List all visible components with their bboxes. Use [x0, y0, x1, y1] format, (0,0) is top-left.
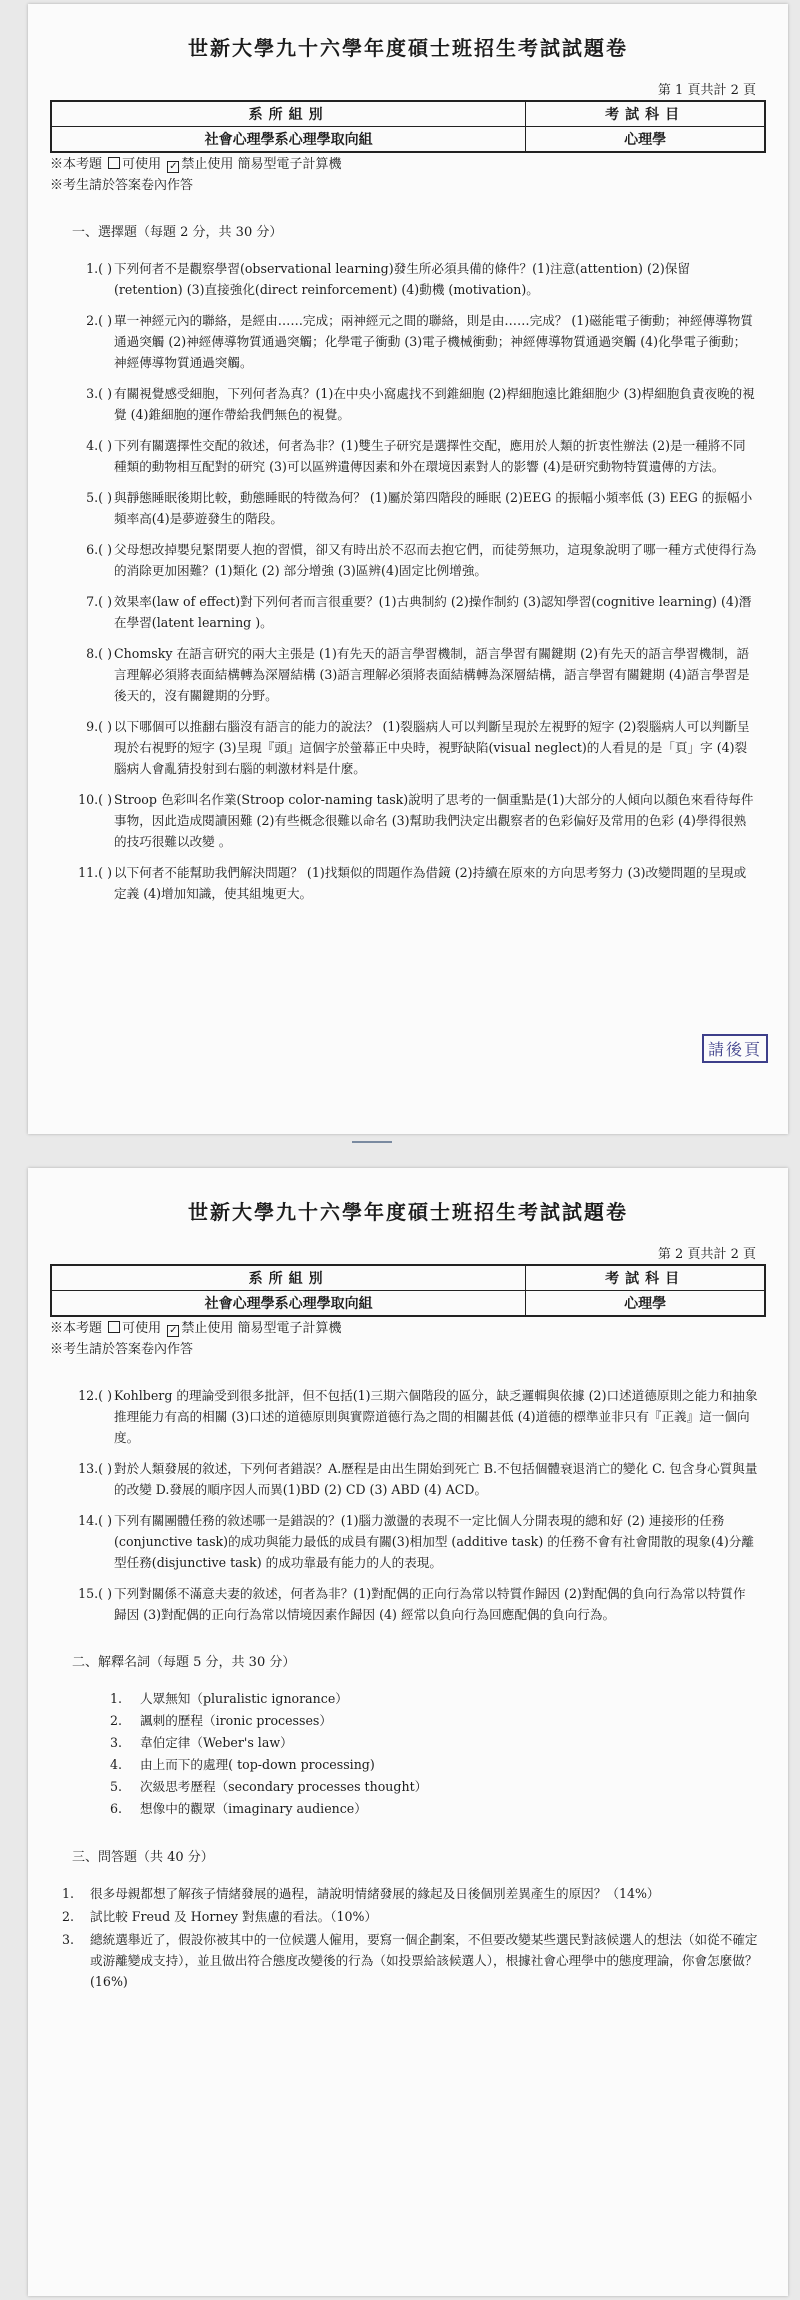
question-item-text: 以下何者不能幫助我們解決問題？ (1)找類似的問題作為借鏡 (2)持續在原來的方向思考努力 (3)改變問題的呈現或定義 (4)增加知識，使其組塊更大。	[114, 865, 747, 901]
term-item-number: 5.	[110, 1779, 123, 1794]
question-item-number: 12.( )	[78, 1388, 112, 1403]
term-item	[110, 1710, 766, 1732]
term-item	[110, 1688, 766, 1710]
essay-item	[62, 1906, 766, 1927]
term-item-text: 人眾無知（pluralistic ignorance）	[140, 1691, 348, 1706]
calc-option-forbidden: 禁止使用	[181, 157, 234, 172]
question-item	[50, 591, 766, 633]
dept-value: 社會心理學系心理學取向組	[51, 1291, 526, 1317]
term-item-number: 4.	[110, 1757, 123, 1772]
calc-option-allowed: 可使用	[122, 157, 162, 172]
question-item-text: 父母想改掉嬰兒緊閉要人抱的習慣，卻又有時出於不忍而去抱它們，而徒勞無功，這現象說明了哪一種方式使得行為的消除更加困難？(1)類化 (2) 部分增強 (3)區辨(4)固定比例增強。	[114, 542, 757, 578]
question-item-text: 有關視覺感受細胞，下列何者為真？(1)在中央小窩處找不到錐細胞 (2)桿細胞遠比錐細胞少 (3)桿細胞負責夜晚的視覺 (4)錐細胞的運作帶給我們無色的視覺。	[114, 386, 755, 422]
term-item-text: 由上而下的處理( top-down processing)	[140, 1757, 375, 1772]
calc-note-prefix: ※本考題	[50, 157, 103, 172]
term-item	[110, 1798, 766, 1820]
question-item	[50, 310, 766, 373]
question-item-number: 13.( )	[78, 1461, 112, 1476]
question-item	[50, 1385, 766, 1448]
question-item-text: 下列何者不是觀察學習(observational learning)發生所必須具備的條件？(1)注意(attention) (2)保留(retention) (3)直接強化(direct reinforcement) (4)動機 (motivation)。	[114, 261, 690, 297]
exam-header-table	[50, 1264, 766, 1317]
question-item	[50, 643, 766, 706]
subject-column-header: 考試科目	[526, 101, 765, 127]
exam-header-table	[50, 100, 766, 153]
continue-stamp: 請後頁	[702, 1034, 768, 1063]
question-item-number: 1.( )	[86, 261, 112, 276]
term-item-text: 想像中的觀眾（imaginary audience）	[140, 1801, 367, 1816]
question-item-number: 3.( )	[86, 386, 112, 401]
question-item-number: 2.( )	[86, 313, 112, 328]
essay-item-text: 試比較 Freud 及 Horney 對焦慮的看法。（10%）	[90, 1909, 378, 1924]
term-item-number: 2.	[110, 1713, 123, 1728]
essay-item-number: 3.	[62, 1932, 75, 1947]
question-item-text: 下列有關選擇性交配的敘述，何者為非？(1)雙生子研究是選擇性交配，應用於人類的折衷性辦法 (2)是一種將不同種類的動物相互配對的研究 (3)可以區辨遺傳因素和外在環境因素對人的影響 (4)是研究動物特質遺傳的方法。	[114, 438, 746, 474]
empty-checkbox-icon	[108, 157, 120, 169]
empty-checkbox-icon	[108, 1321, 120, 1333]
question-item-number: 10.( )	[78, 792, 112, 807]
term-item-text: 諷刺的歷程（ironic processes）	[140, 1713, 332, 1728]
question-item	[50, 862, 766, 904]
question-item-number: 6.( )	[86, 542, 112, 557]
question-item-text: 下列對關係不滿意夫妻的敘述，何者為非？(1)對配偶的正向行為常以特質作歸因 (2)對配偶的負向行為常以特質作歸因 (3)對配偶的正向行為常以情境因素作歸因 (4) 經常以負向行為回應配偶的負向行為。	[114, 1586, 746, 1622]
question-item	[50, 716, 766, 779]
term-item-text: 韋伯定律（Weber's law）	[140, 1735, 293, 1750]
calc-note-suffix: 簡易型電子計算機	[237, 157, 342, 172]
question-item	[50, 539, 766, 581]
checked-checkbox-icon: ✓	[169, 1325, 178, 1336]
question-item	[50, 1458, 766, 1500]
essay-item-text: 很多母親都想了解孩子情緒發展的過程，請說明情緒發展的緣起及日後個別差異產生的原因？（14%）	[90, 1886, 660, 1901]
question-item-text: 效果率(law of effect)對下列何者而言很重要？(1)古典制約 (2)操作制約 (3)認知學習(cognitive learning) (4)潛在學習(latent learning )。	[114, 594, 752, 630]
exam-page-2	[28, 1168, 788, 2296]
question-item	[50, 487, 766, 529]
question-item-text: 以下哪個可以推翻右腦沒有語言的能力的說法？ (1)裂腦病人可以判斷呈現於左視野的短字 (2)裂腦病人可以判斷呈現於右視野的短字 (3)呈現『頭』這個字於螢幕正中央時，視野缺陷(visual neglect)的人看見的是「頁」字 (4)裂腦病人會亂猜投射到右腦的刺激材料是什麼。	[114, 719, 750, 776]
question-list-page-2	[50, 1385, 766, 1625]
essay-list	[50, 1883, 766, 1992]
term-item-number: 6.	[110, 1801, 123, 1816]
page-number-info: 第 1 頁共計 2 頁	[657, 83, 756, 98]
exam-title: 世新大學九十六學年度碩士班招生考試試題卷	[188, 1200, 628, 1224]
question-item-text: 單一神經元內的聯絡，是經由……完成；兩神經元之間的聯絡，則是由……完成？ (1)磁能電子衝動；神經傳導物質通過突觸 (2)神經傳導物質通過突觸；化學電子衝動 (3)電子機械衝動；神經傳導物質通過突觸 (4)化學電子衝動；神經傳導物質通過突觸。	[114, 313, 753, 370]
term-item	[110, 1732, 766, 1754]
essay-item-number: 2.	[62, 1909, 75, 1924]
essay-item-number: 1.	[62, 1886, 75, 1901]
dept-value: 社會心理學系心理學取向組	[51, 127, 526, 153]
dept-column-header: 系所組別	[51, 1265, 526, 1291]
term-item-number: 1.	[110, 1691, 123, 1706]
section-title-terms: 二、解釋名詞（每題 5 分，共 30 分）	[72, 1655, 296, 1670]
question-item	[50, 789, 766, 852]
question-item-text: 下列有關團體任務的敘述哪一是錯誤的？(1)腦力激盪的表現不一定比個人分開表現的總和好 (2) 連接形的任務 (conjunctive task)的成功與能力最低的成員有關(3)相加型 (additive task) 的任務不會有社會閒散的現象(4)分離型任務(disjunctive task) 的成功靠最有能力的人的表現。	[114, 1513, 754, 1570]
question-item	[50, 383, 766, 425]
page-number-info: 第 2 頁共計 2 頁	[657, 1247, 756, 1262]
question-item-text: Kohlberg 的理論受到很多批評，但不包括(1)三期六個階段的區分，缺乏邏輯與依據 (2)口述道德原則之能力和抽象推理能力有高的相關 (3)口述的道德原則與實際道德行為之間的相關甚低 (4)道德的標準並非只有『正義』這一個向度。	[114, 1388, 758, 1445]
question-item-text: Stroop 色彩叫名作業(Stroop color-naming task)說明了思考的一個重點是(1)大部分的人傾向以顏色來看待每件事物，因此造成閱讀困難 (2)有些概念很難以命名 (3)幫助我們決定出觀察者的色彩偏好及常用的色彩 (4)學得很熟的技巧很難以改變 。	[114, 792, 754, 849]
question-list-page-1	[50, 258, 766, 904]
calc-option-allowed: 可使用	[122, 1321, 162, 1336]
term-list	[50, 1688, 766, 1820]
essay-item	[62, 1929, 766, 1992]
essay-item	[62, 1883, 766, 1904]
question-item-text: 對於人類發展的敘述，下列何者錯誤？A.歷程是由出生開始到死亡 B.不包括個體衰退消亡的變化 C. 包含身心質與量的改變 D.發展的順序因人而異(1)BD (2) CD (3) ABD (4) ACD。	[114, 1461, 758, 1497]
calc-note-suffix: 簡易型電子計算機	[237, 1321, 342, 1336]
question-item	[50, 435, 766, 477]
section-title-essay: 三、問答題（共 40 分）	[72, 1850, 214, 1865]
calculator-note	[50, 1320, 766, 1338]
calc-option-forbidden: 禁止使用	[181, 1321, 234, 1336]
question-item-number: 4.( )	[86, 438, 112, 453]
term-item-text: 次級思考歷程（secondary processes thought）	[140, 1779, 428, 1794]
question-item-number: 7.( )	[86, 594, 112, 609]
question-item-number: 11.( )	[78, 865, 112, 880]
term-item-number: 3.	[110, 1735, 123, 1750]
exam-page-1	[28, 4, 788, 1134]
checked-checkbox-icon: ✓	[169, 161, 178, 172]
question-item-number: 15.( )	[78, 1586, 112, 1601]
question-item-text: 與靜態睡眠後期比較，動態睡眠的特徵為何？ (1)屬於第四階段的睡眠 (2)EEG 的振幅小頻率低 (3) EEG 的振幅小頻率高(4)是夢遊發生的階段。	[114, 490, 753, 526]
term-item	[110, 1754, 766, 1776]
question-item	[50, 1583, 766, 1625]
question-item-number: 14.( )	[78, 1513, 112, 1528]
subject-value: 心理學	[526, 1291, 765, 1317]
question-item-text: Chomsky 在語言研究的兩大主張是 (1)有先天的語言學習機制，語言學習有關鍵期 (2)有先天的語言學習機制，語言理解必須將表面結構轉為深層結構 (3)語言理解必須將表面結構轉為深層結構，語言學習有關鍵期 (4)語言學習是後天的，沒有關鍵期的分野。	[114, 646, 750, 703]
question-item-number: 8.( )	[86, 646, 112, 661]
section-title-multiple-choice: 一、選擇題（每題 2 分，共 30 分）	[72, 225, 283, 240]
term-item	[110, 1776, 766, 1798]
question-item	[50, 1510, 766, 1573]
answer-sheet-note: ※考生請於答案卷內作答	[50, 178, 194, 193]
dept-column-header: 系所組別	[51, 101, 526, 127]
calculator-note	[50, 156, 766, 174]
essay-item-text: 總統選舉近了，假設你被其中的一位候選人僱用，要寫一個企劃案，不但要改變某些選民對該候選人的想法（如從不確定或游離變成支持），並且做出符合態度改變後的行為（如投票給該候選人），根據社會心理學中的態度理論，你會怎麼做？(16%)	[90, 1932, 758, 1989]
exam-title: 世新大學九十六學年度碩士班招生考試試題卷	[188, 36, 628, 60]
subject-value: 心理學	[526, 127, 765, 153]
subject-column-header: 考試科目	[526, 1265, 765, 1291]
question-item-number: 9.( )	[86, 719, 112, 734]
answer-sheet-note: ※考生請於答案卷內作答	[50, 1342, 194, 1357]
page-divider-mark	[352, 1141, 392, 1143]
question-item	[50, 258, 766, 300]
calc-note-prefix: ※本考題	[50, 1321, 103, 1336]
question-item-number: 5.( )	[86, 490, 112, 505]
